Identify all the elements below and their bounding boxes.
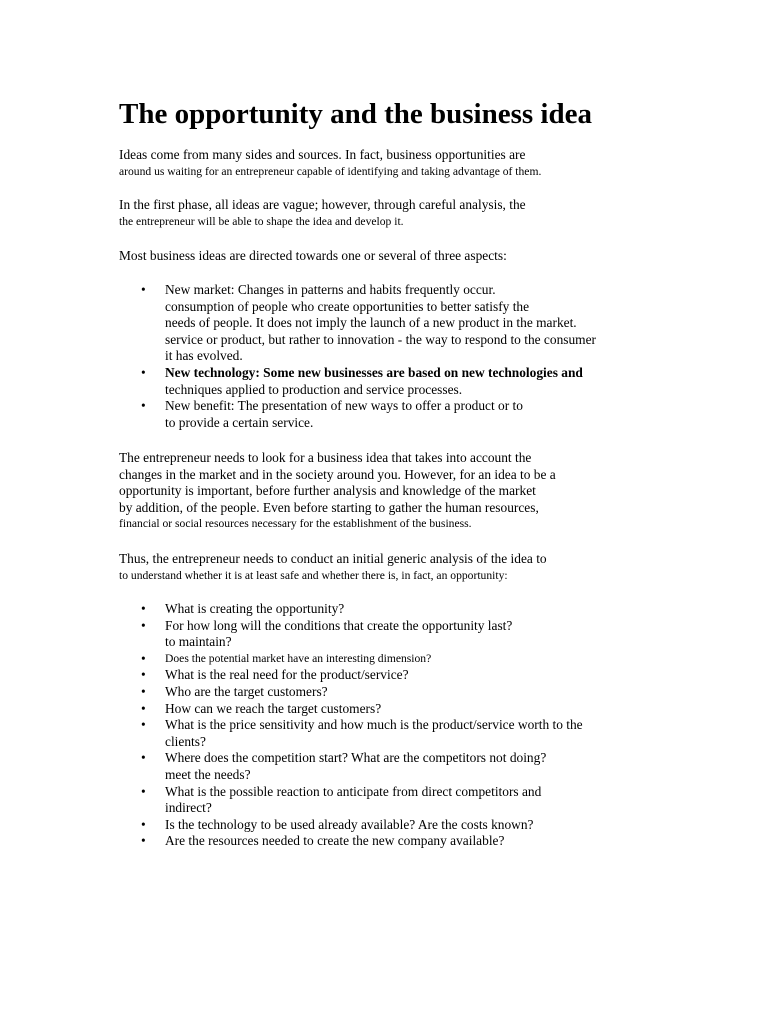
list-item-question: [0, 684, 583, 701]
bullet-icon: •: [141, 667, 146, 683]
list-item-question: [0, 701, 583, 718]
text-line: What is creating the opportunity?: [165, 601, 345, 616]
text-line: financial or social resources necessary for the establishment of the business.: [119, 517, 472, 531]
text-line: Where does the competition start? What are the competitors not doing?: [165, 750, 547, 766]
text-line: New technology: Some new businesses are based on new technologies and: [165, 364, 583, 380]
entrepreneur-paragraph: [119, 450, 556, 533]
text-line: Who are the target customers?: [165, 683, 328, 699]
bullet-icon: •: [141, 816, 146, 832]
intro-paragraph: [119, 147, 541, 180]
text-line: Most business ideas are directed towards one or several of three aspects:: [119, 248, 507, 263]
text-line: techniques applied to production and service processes.: [165, 381, 463, 397]
bullet-icon: •: [141, 750, 146, 766]
text-line: What is the price sensitivity and how much is the product/service worth to the: [165, 717, 583, 733]
bullet-icon: •: [141, 683, 146, 699]
list-item-question: [0, 784, 583, 817]
text-line: indirect?: [165, 800, 212, 816]
text-line: it has evolved.: [165, 348, 243, 364]
text-line: needs of people. It does not imply the launch of a new product in the market.: [165, 315, 577, 331]
bullet-icon: •: [141, 650, 146, 666]
text-line: What is the real need for the product/service?: [165, 667, 409, 683]
text-line: to understand whether it is at least safe and whether there is, in fact, an opportunity:: [119, 568, 508, 582]
first-phase-paragraph: [119, 197, 526, 230]
text-line: How can we reach the target customers?: [165, 700, 382, 716]
list-item-question: [0, 667, 583, 684]
page-title: The opportunity and the business idea: [119, 98, 592, 130]
bullet-icon: •: [141, 783, 146, 799]
text-line: consumption of people who create opportunities to better satisfy the: [165, 298, 530, 314]
text-line: to provide a certain service.: [165, 414, 314, 430]
list-item-question: [0, 833, 583, 850]
list-item-question: [0, 750, 583, 783]
text-line: around us waiting for an entrepreneur capable of identifying and taking advantage of them.: [119, 164, 542, 178]
text-line: meet the needs?: [165, 766, 251, 782]
list-item-question: [0, 717, 583, 750]
bullet-icon: •: [141, 717, 146, 733]
text-line: Does the potential market have an interesting dimension?: [165, 651, 432, 665]
list-item-new-benefit: [0, 398, 596, 431]
text-line: The entrepreneur needs to look for a business idea that takes into account the: [119, 450, 532, 465]
text-line: Ideas come from many sides and sources. In fact, business opportunities are: [119, 147, 526, 162]
text-line: the entrepreneur will be able to shape the idea and develop it.: [119, 214, 404, 228]
list-item-question: [0, 618, 583, 651]
bullet-icon: •: [141, 398, 146, 414]
bullet-icon: •: [141, 700, 146, 716]
bullet-icon: •: [141, 617, 146, 633]
text-line: Are the resources needed to create the new company available?: [165, 833, 505, 849]
aspects-intro-paragraph: [119, 248, 507, 265]
text-line: Thus, the entrepreneur needs to conduct an initial generic analysis of the idea to: [119, 551, 547, 566]
list-item-new-technology: [0, 365, 596, 398]
text-line: Is the technology to be used already available? Are the costs known?: [165, 816, 534, 832]
text-line: New market: Changes in patterns and habits frequently occur.: [165, 282, 496, 297]
text-line: to maintain?: [165, 634, 232, 650]
bullet-icon: •: [141, 282, 146, 297]
list-item-question: [0, 651, 583, 668]
bullet-icon: •: [141, 833, 146, 849]
list-item-question: [0, 601, 583, 618]
text-line: by addition, of the people. Even before starting to gather the human resources,: [119, 499, 539, 515]
aspects-list: [0, 282, 596, 431]
questions-list: [0, 601, 583, 850]
text-line: New benefit: The presentation of new ways to offer a product or to: [165, 398, 523, 414]
analysis-paragraph: [119, 551, 547, 584]
list-item-new-market: [0, 282, 596, 365]
bullet-icon: •: [141, 364, 146, 380]
list-item-question: [0, 817, 583, 834]
text-line: changes in the market and in the society around you. However, for an idea to be a: [119, 466, 556, 482]
text-line: opportunity is important, before further analysis and knowledge of the market: [119, 483, 536, 499]
text-line: service or product, but rather to innovation - the way to respond to the consumer: [165, 331, 596, 347]
text-line: clients?: [165, 733, 206, 749]
text-line: In the first phase, all ideas are vague; however, through careful analysis, the: [119, 197, 526, 212]
bullet-icon: •: [141, 601, 146, 616]
text-line: What is the possible reaction to anticipate from direct competitors and: [165, 783, 542, 799]
text-line: For how long will the conditions that create the opportunity last?: [165, 617, 513, 633]
